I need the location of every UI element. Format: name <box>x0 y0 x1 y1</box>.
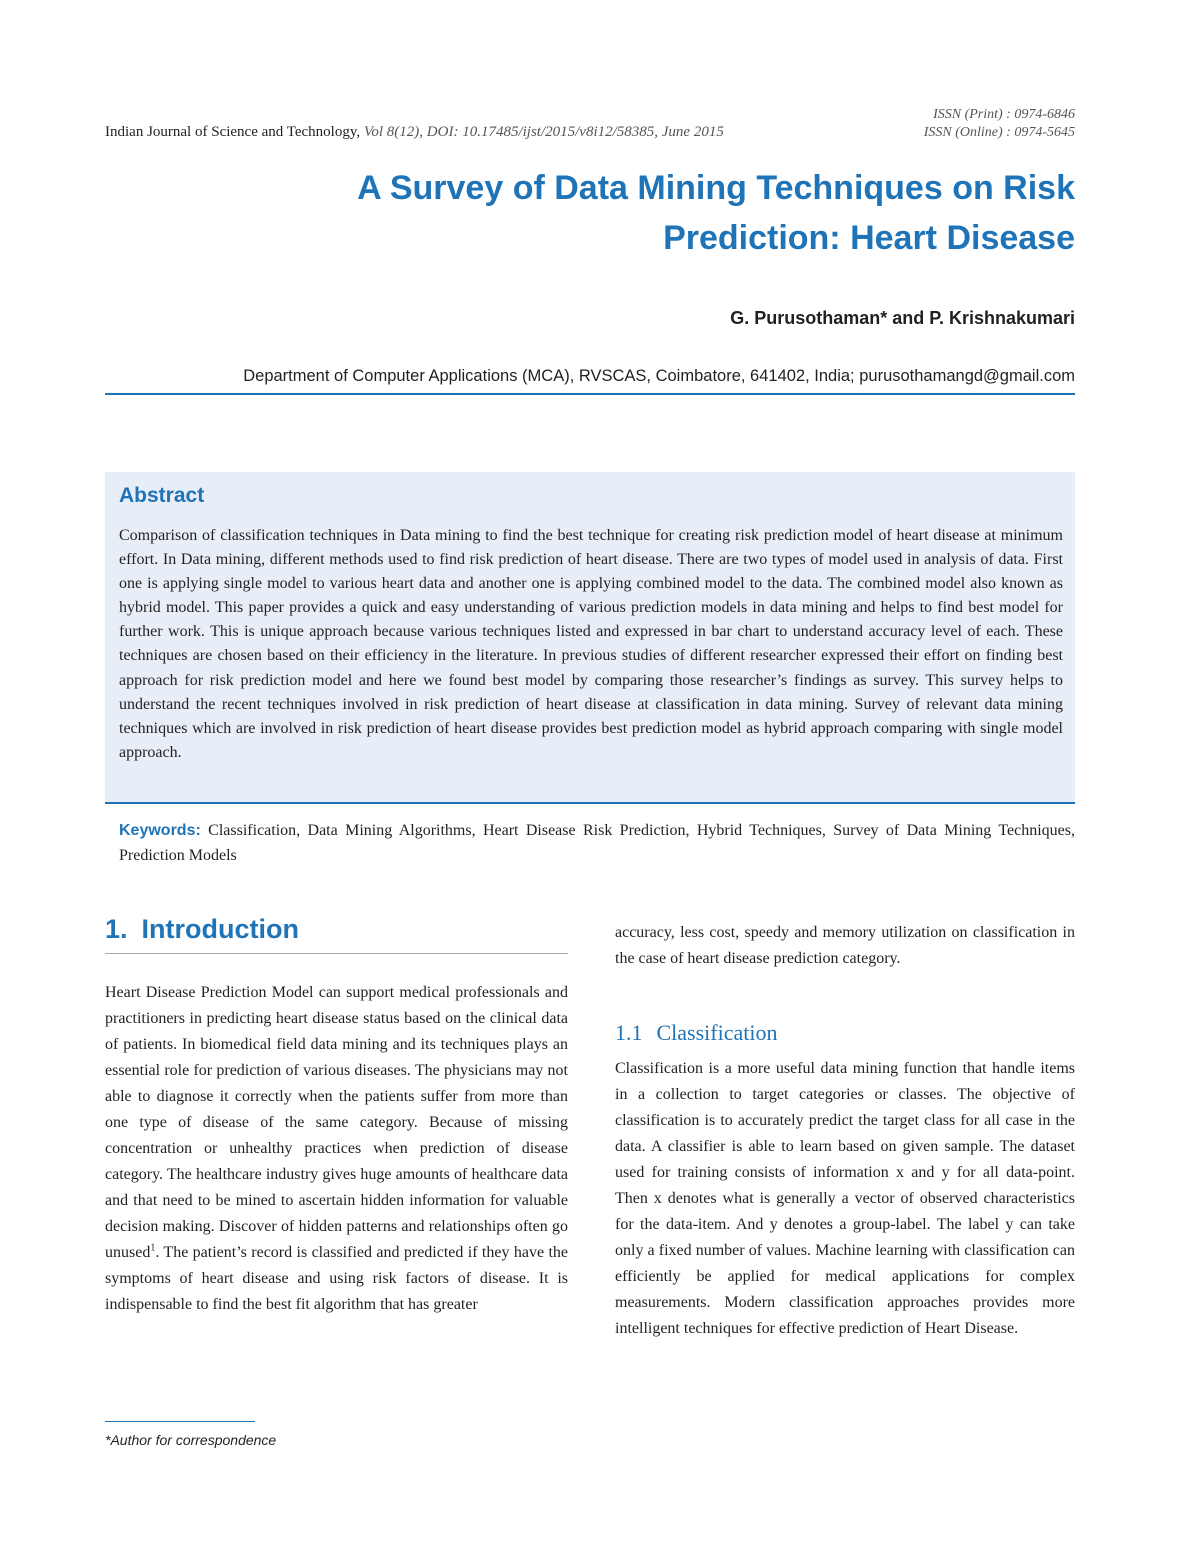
affiliation: Department of Computer Applications (MCA), RVSCAS, Coimbatore, 641402, India; purusothamangd@gmail.com <box>243 367 1075 385</box>
keywords-label: Keywords: <box>119 822 201 839</box>
issn-online: ISSN (Online) : 0974-5645 <box>923 125 1075 140</box>
intro-text-part-2: . The patient’s record is classified and predicted if they have the symptoms of heart disease and using risk factors of disease. It is indispensable to find the best fit algorithm that has greater <box>105 1244 568 1313</box>
footnote-correspondence: *Author for correspondence <box>105 1432 277 1448</box>
title-line-2: Prediction: Heart Disease <box>663 219 1075 257</box>
subsection-heading-classification <box>615 1020 777 1046</box>
introduction-continuation: accuracy, less cost, speedy and memory utilization on classification in the case of heart disease prediction category. <box>615 924 1075 967</box>
classification-paragraph: Classification is a more useful data mining function that handle items in a collection to target categories or classes. The objective of classification is to accurately predict the target class for all case in the data. A classifier is able to learn based on given sample. The dataset used for training consists of information x and y for all data-point. Then x denotes what is generally a vector of observed characteristics for the data-item. And y denotes a group-label. The label y can take only a fixed number of values. Machine learning with classification can efficiently be applied for medical applications for complex measurements. Modern classification approaches provides more intelligent techniques for effective prediction of Heart Disease. <box>615 1060 1075 1337</box>
footnote-divider <box>105 1421 255 1422</box>
section-divider <box>105 953 568 954</box>
intro-text-part-1: Heart Disease Prediction Model can support medical professionals and practitioners in predicting heart disease status based on the clinical data of patients. In biomedical field data mining and its techniques plays an essential role for prediction of various diseases. The physicians may not able to diagnose it correctly when the patients suffer from more than one type of disease of the same category. Because of missing concentration or unhealthy practices when prediction of disease category. The healthcare industry gives huge amounts of healthcare data and that need to be mined to ascertain hidden information for valuable decision making. Discover of hidden patterns and relationships often go unused <box>105 984 568 1261</box>
citation-ref: 1 <box>150 1242 156 1254</box>
issn-print: ISSN (Print) : 0974-6846 <box>933 107 1075 122</box>
journal-name: Indian Journal of Science and Technology, <box>105 124 361 140</box>
paper-title <box>175 163 1075 263</box>
section-heading-introduction <box>105 914 299 945</box>
journal-meta: Vol 8(12), DOI: 10.17485/ijst/2015/v8i12/58385, June 2015 <box>363 124 724 140</box>
keywords <box>119 818 1075 868</box>
title-line-1: A Survey of Data Mining Techniques on Risk <box>357 169 1075 207</box>
abstract-heading: Abstract <box>119 484 205 507</box>
affiliation-divider <box>105 393 1075 395</box>
authors: G. Purusothaman* and P. Krishnakumari <box>730 308 1075 328</box>
subsection-number: 1.1 <box>615 1020 643 1045</box>
introduction-paragraph <box>105 980 568 1318</box>
subsection-title: Classification <box>656 1020 778 1045</box>
journal-citation <box>105 124 724 141</box>
keywords-text: Classification, Data Mining Algorithms, Heart Disease Risk Prediction, Hybrid Techniques, Survey of Data Mining Techniques, Prediction Models <box>119 822 1076 864</box>
section-title: Introduction <box>141 914 299 944</box>
abstract-text: Comparison of classification techniques in Data mining to find the best technique for creating risk prediction model of heart disease at minimum effort. In Data mining, different methods used to find risk prediction of heart disease. There are two types of model used in analysis of data. First one is applying single model to various heart data and another one is applying combined model to the data. The combined model also known as hybrid model. This paper provides a quick and easy understanding of various prediction models in data mining and helps to find best model for further work. This is unique approach because various techniques listed and expressed in bar chart to understand accuracy level of each. These techniques are chosen based on their efficiency in the literature. In previous studies of different researcher expressed their effort on finding best approach for risk prediction model and here we found best model by comparing those researcher’s findings as survey. This survey helps to understand the recent techniques involved in risk prediction of heart disease at classification in data mining. Survey of relevant data mining techniques which are involved in risk prediction of heart disease provides best prediction model as hybrid approach comparing with single model approach. <box>119 527 1063 761</box>
section-number: 1. <box>105 914 128 944</box>
